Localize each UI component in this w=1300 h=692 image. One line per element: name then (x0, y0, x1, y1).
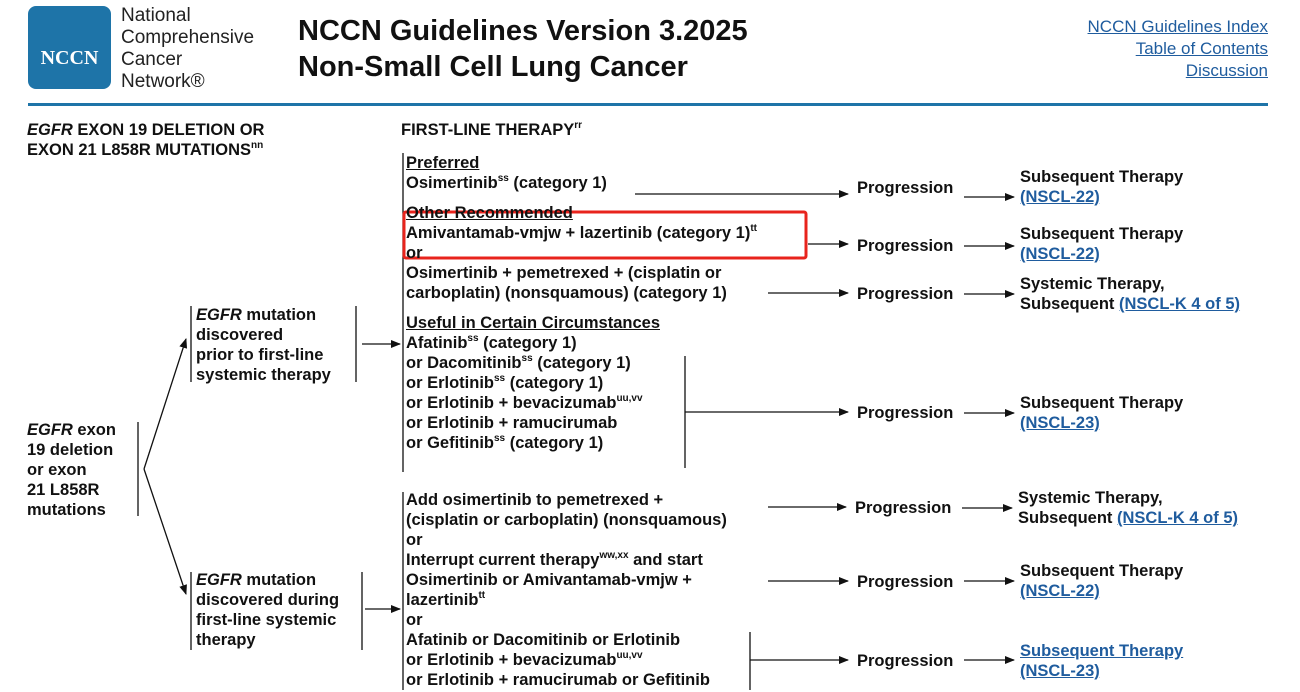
useful-circumstances-label: Useful in Certain Circumstances (406, 314, 660, 332)
progression-label: Progression (857, 573, 954, 591)
outcome-systemic-therapy: Systemic Therapy, Subsequent (NSCL-K 4 of 5) (1018, 489, 1239, 527)
root-node-egfr-mutations: EGFR exon 19 deletion or exon 21 L858R mutations (27, 421, 116, 519)
progression-label: Progression (857, 652, 954, 670)
branch-prior-first-line: EGFR mutation discovered prior to first-line systemic therapy (196, 306, 331, 384)
nscl-k-link[interactable]: (NSCL-K 4 of 5) (1119, 295, 1241, 313)
outcome-subsequent-therapy: Subsequent Therapy (NSCL-22) (1020, 562, 1184, 600)
left-heading: EGFR EXON 19 DELETION OR EXON 21 L858R $MUTATIONS^{nn}$ (27, 121, 265, 159)
subsequent-therapy-link[interactable]: Subsequent Therapy (1020, 642, 1184, 660)
guideline-cancer-title: Non-Small Cell Lung Cancer (298, 51, 688, 83)
logo-text: NCCN (40, 47, 99, 69)
preferred-label: Preferred (406, 154, 480, 172)
discussion-link[interactable]: Discussion (1185, 61, 1268, 80)
outcome-subsequent-therapy: Subsequent Therapy (NSCL-23) (1020, 394, 1184, 432)
guidelines-index-link[interactable]: NCCN Guidelines Index (1087, 17, 1268, 36)
progression-label: Progression (857, 285, 954, 303)
amivantamab-option: Amivantamab-vmjw + lazertinib (category 1)$^{tt}$ (406, 223, 757, 242)
progression-label: Progression (855, 499, 952, 517)
outcome-systemic-therapy: Systemic Therapy, Subsequent (NSCL-K 4 of 5) (1020, 275, 1241, 313)
first-line-therapy-heading: FIRST-LINE $THERAPY^{rr}$ (401, 120, 583, 139)
other-recommended-label: Other Recommended (406, 204, 573, 222)
table-of-contents-link[interactable]: Table of Contents (1135, 39, 1268, 58)
nscl-23-link[interactable]: (NSCL-23) (1020, 662, 1100, 680)
nscl-22-link[interactable]: (NSCL-22) (1020, 582, 1100, 600)
progression-label: Progression (857, 179, 954, 197)
branch-during-first-line: EGFR mutation discovered during first-line systemic therapy (196, 571, 340, 649)
osimertinib-option: Osimertinib$^{ss}$ (category 1) (406, 173, 607, 192)
first-line-options: Preferred Osimertinib$^{ss}$ (category 1) Other Recommended Amivantamab-vmjw + lazertinib (category 1)$^{tt}$ or Osimertinib + pemetrexed + (cisplatin or carboplatin) (nonsquamous) (category 1) Useful in Certain Circumstances Afatinib$^{ss}$ (category 1) or Dacomitinib$^{ss}$ (category 1) or Erlotinib$^{ss}$ (category 1) or Erlotinib + bevacizumab$^{uu,vv}$ or Erlotinib + ramucirumab or Gefitinib$^{ss}$ (category 1) (406, 154, 757, 452)
nscl-22-link[interactable]: (NSCL-22) (1020, 188, 1100, 206)
outcome-subsequent-therapy: Subsequent Therapy (NSCL-22) (1020, 168, 1184, 206)
during-first-line-options: Add osimertinib to pemetrexed + (cisplatin or carboplatin) (nonsquamous) or Interrupt current therapy$^{ww,xx}$ and start Osimertinib or Amivantamab-vmjw + lazertinib$^{tt}$ or Afatinib or Dacomitinib or Erlotinib or Erlotinib + bevacizumab$^{uu,vv}$ or Erlotinib + ramucirumab or Gefitinib (406, 491, 727, 689)
progression-label: Progression (857, 237, 954, 255)
nscl-23-link[interactable]: (NSCL-23) (1020, 414, 1100, 432)
nscl-k-link[interactable]: (NSCL-K 4 of 5) (1117, 509, 1239, 527)
guideline-version-title: NCCN Guidelines Version 3.2025 (298, 15, 748, 47)
outcome-subsequent-therapy: Subsequent Therapy (NSCL-22) (1020, 225, 1184, 263)
organization-name: National Comprehensive Cancer Network® (121, 5, 255, 92)
nscl-22-link[interactable]: (NSCL-22) (1020, 245, 1100, 263)
outcome-subsequent-therapy (1020, 641, 1183, 681)
progression-label: Progression (857, 404, 954, 422)
osimertinib-pemetrexed-option: Osimertinib + pemetrexed + (cisplatin or carboplatin) (nonsquamous) (category 1) (406, 264, 727, 302)
